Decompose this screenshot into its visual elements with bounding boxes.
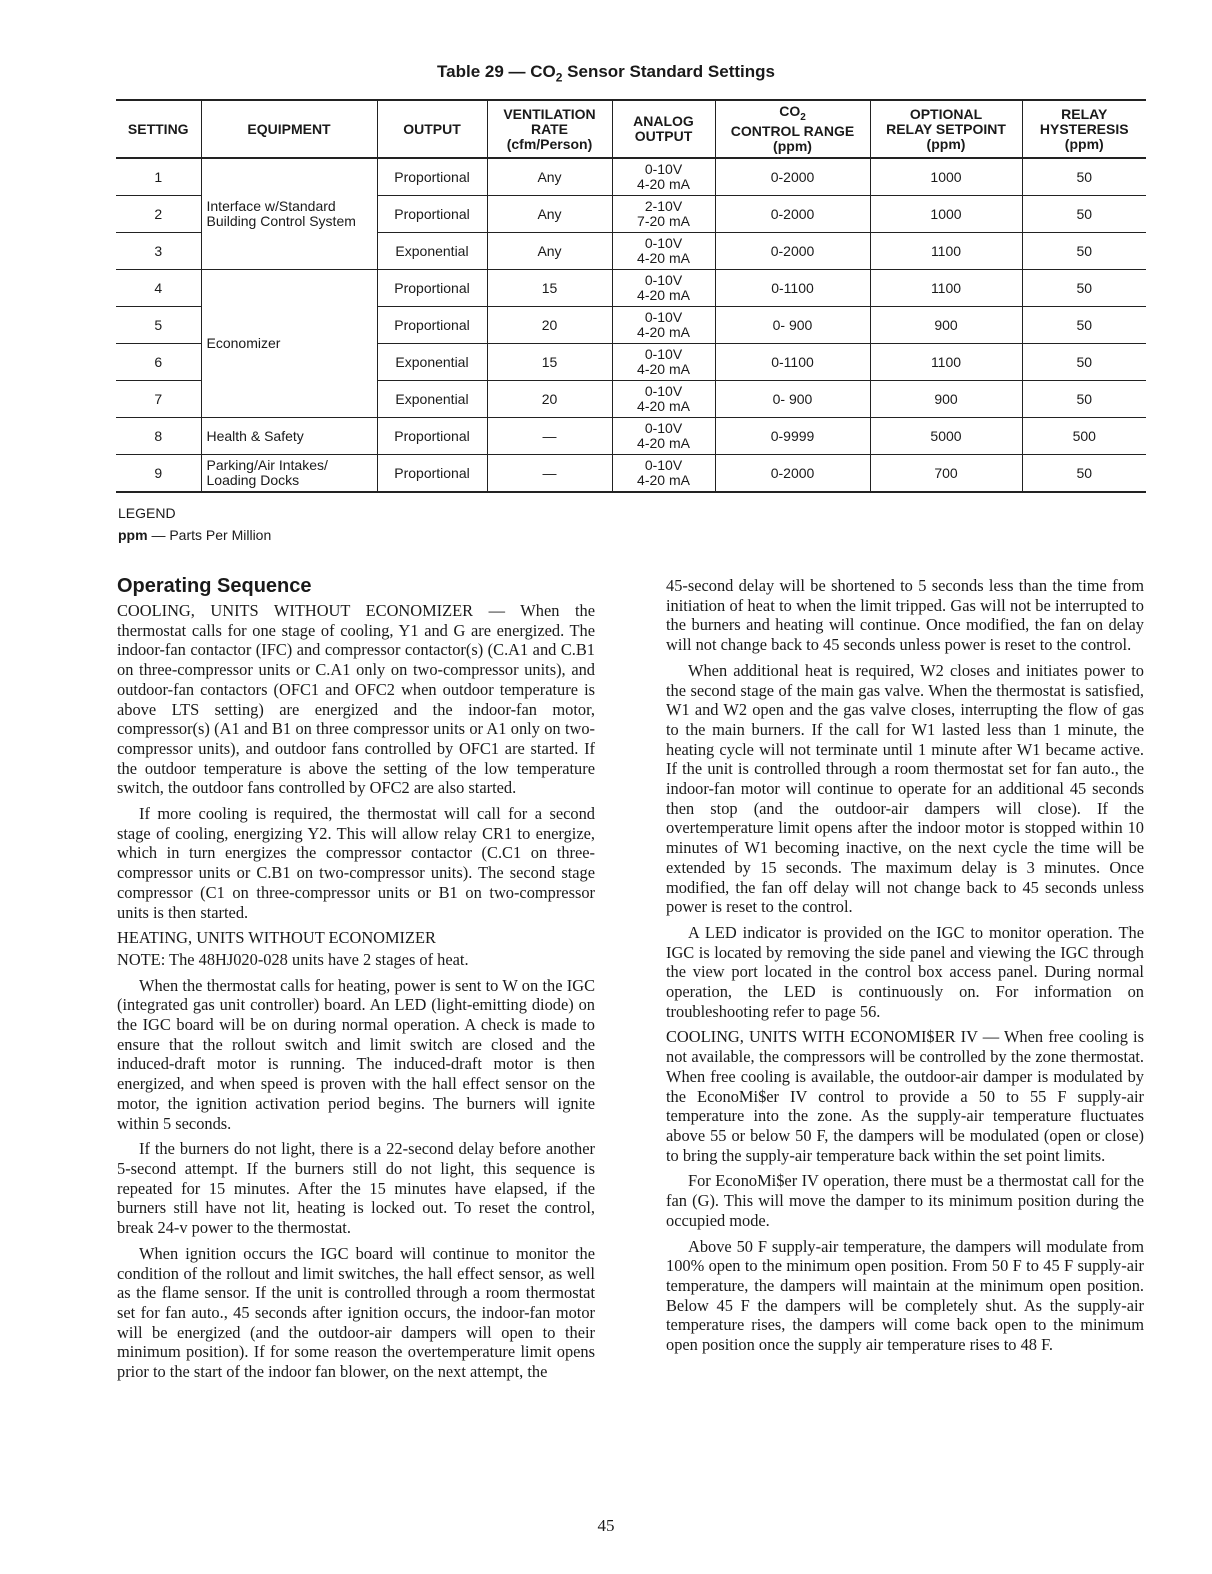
paragraph: When the thermostat calls for heating, power is sent to W on the IGC (integrated gas unit controller) board. An LED (light-emitting diode) on the IGC board will be on during normal operation. A check is made to ensure that the rollout switch and limit switch are closed and the induced-draft motor is running. The induced-draft motor is then energized, and when speed is proven with the hall effect sensor on the motor, the ignition activation period begins. The burners will ignite within 5 seconds.	[117, 975, 595, 1133]
equipment-cell: Economizer	[201, 270, 377, 418]
equipment-cell: Health & Safety	[201, 418, 377, 455]
table-row: 6 Exponential 15 0-10V 4-20 mA 0-1100 1100 50	[116, 344, 1146, 381]
page-number: 45	[597, 1516, 615, 1535]
header-relay-setpoint: OPTIONAL RELAY SETPOINT (ppm)	[870, 100, 1022, 158]
table-row: 3 Exponential Any 0-10V 4-20 mA 0-2000 1100 50	[116, 233, 1146, 270]
table-row: 7 Exponential 20 0-10V 4-20 mA 0- 900 900 50	[116, 381, 1146, 418]
table-header-row	[116, 100, 1146, 158]
table-row: 9 Parking/Air Intakes/ Loading Docks Proportional — 0-10V 4-20 mA 0-2000 700 50	[116, 455, 1146, 493]
table-row: 4 Economizer Proportional 15 0-10V 4-20 mA 0-1100 1100 50	[116, 270, 1146, 307]
paragraph: If the burners do not light, there is a 22-second delay before another 5-second attempt. If the burners still do not light, this sequence is repeated for 15 minutes. After the 15 minutes have elapsed, if the burners still have not lit, heating is locked out. To reset the control, break 24-v power to the thermostat.	[117, 1139, 595, 1238]
table-row: 2 Proportional Any 2-10V 7-20 mA 0-2000 1000 50	[116, 196, 1146, 233]
equipment-cell: Parking/Air Intakes/ Loading Docks	[201, 455, 377, 493]
header-co2-range: $CO_2$ CONTROL RANGE (ppm)	[715, 100, 870, 158]
header-analog: ANALOG OUTPUT	[612, 100, 715, 158]
paragraph: COOLING, UNITS WITH ECONOMI$ER IV — When free cooling is not available, the compressors will be controlled by the zone thermostat. When free cooling is available, the outdoor-air damper is modulated by the EconoMi$er IV control to provide a 50 to 55 F supply-air temperature into the zone. As the supply-air temperature fluctuates above 55 or below 50 F, the dampers will be modulated (open or close) to bring the supply-air temperature back within the set point limits.	[666, 1027, 1144, 1165]
header-equipment: EQUIPMENT	[201, 100, 377, 158]
paragraph: COOLING, UNITS WITHOUT ECONOMIZER — When the thermostat calls for one stage of cooling, Y1 and G are energized. The indoor-fan contactor (IFC) and compressor contactor(s) (C.A1 and C.B1 on three-compressor units or C.A1 only on two-compressor units), and outdoor-fan contactors (OFC1 and OFC2 when outdoor temperature is above LTS setting) are energized and the indoor-fan motor, compressor(s) (A1 and B1 on three compressor units or A1 only on two-compressor units), and outdoor fans controlled by OFC1 are started. If the outdoor temperature is above the setting of the low temperature switch, the outdoor fans controlled by OFC2 are also started.	[117, 601, 595, 798]
legend-entry: ppm — Parts Per Million	[118, 527, 272, 543]
left-column	[117, 574, 595, 1388]
table-row: 1 Interface w/Standard Building Control System Proportional Any 0-10V 4-20 mA 0-2000 1000 50	[116, 158, 1146, 196]
right-column	[666, 576, 1144, 1361]
table-legend	[118, 502, 271, 546]
header-setting: SETTING	[116, 100, 201, 158]
co2-settings-table	[116, 99, 1146, 493]
header-output: OUTPUT	[377, 100, 487, 158]
paragraph: Above 50 F supply-air temperature, the dampers will modulate from 100% open to the minimum open position. From 50 F to 45 F supply-air temperature, the dampers will maintain at the minimum open position. Below 45 F the dampers will be completely shut. As the supply-air temperature rises, the dampers will come back open to the minimum open position once the supply air temperature rises to 48 F.	[666, 1236, 1144, 1355]
paragraph: A LED indicator is provided on the IGC to monitor operation. The IGC is located by removing the side panel and viewing the IGC through the view port located in the control box access panel. During normal operation, the LED is continuously on. For information on troubleshooting refer to page 56.	[666, 922, 1144, 1021]
paragraph: If more cooling is required, the thermostat will call for a second stage of cooling, energizing Y2. This will allow relay CR1 to energize, which in turn energizes the compressor contactor (C.C1 on three-compressor units or C.B1 on two-compressor units). The second stage compressor (C1 on three-compressor units or B1 on two-compressor units is then started.	[117, 804, 595, 922]
paragraph: 45-second delay will be shortened to 5 seconds less than the time from initiation of heat to when the limit tripped. Gas will not be interrupted to the burners and heating will continue. Once modified, the fan on delay will not change back to 45 seconds unless power is reset to the control.	[666, 576, 1144, 655]
paragraph: When ignition occurs the IGC board will continue to monitor the condition of the rollout and limit switches, the hall effect sensor, as well as the flame sensor. If the unit is controlled through a room thermostat set for fan auto., 45 seconds after ignition occurs, the indoor-fan motor will be energized (and the outdoor-air dampers will open to their minimum position). If for some reason the overtemperature limit opens prior to the start of the indoor fan blower, on the next attempt, the	[117, 1243, 595, 1382]
table-row: 8 Health & Safety Proportional — 0-10V 4-20 mA 0-9999 5000 500	[116, 418, 1146, 455]
legend-title: LEGEND	[118, 505, 176, 521]
paragraph: When additional heat is required, W2 closes and initiates power to the second stage of the main gas valve. When the thermostat is satisfied, W1 and W2 open and the gas valve closes, interrupting the flow of gas to the main burners. If the call for W1 lasted less than 1 minute, the heating cycle will not terminate until 1 minute after W1 became active. If the unit is controlled through a room thermostat set for fan auto., the indoor-fan motor will continue to operate for an additional 45 seconds then stop (and the outdoor-air dampers will close). If the overtemperature limit opens after the indoor motor is stopped within 10 minutes of W1 becoming inactive, on the next cycle the time will be extended by 15 seconds. The maximum delay is 3 minutes. Once modified, the fan off delay will not change back to 45 seconds unless power is reset to the control.	[666, 660, 1144, 917]
table-title: Table 29 — $CO_2$ Sensor Standard Settings	[437, 62, 775, 85]
section-title: Operating Sequence	[117, 575, 312, 597]
header-ventilation: VENTILATION RATE (cfm/Person)	[487, 100, 612, 158]
note: NOTE: The 48HJ020-028 units have 2 stages of heat.	[117, 949, 469, 969]
equipment-cell: Interface w/Standard Building Control System	[201, 158, 377, 270]
table-row: 5 Proportional 20 0-10V 4-20 mA 0- 900 900 50	[116, 307, 1146, 344]
subheading: HEATING, UNITS WITHOUT ECONOMIZER	[117, 928, 436, 948]
paragraph: For EconoMi$er IV operation, there must be a thermostat call for the fan (G). This will move the damper to its minimum position during the occupied mode.	[666, 1171, 1144, 1230]
header-hysteresis: RELAY HYSTERESIS (ppm)	[1022, 100, 1146, 158]
